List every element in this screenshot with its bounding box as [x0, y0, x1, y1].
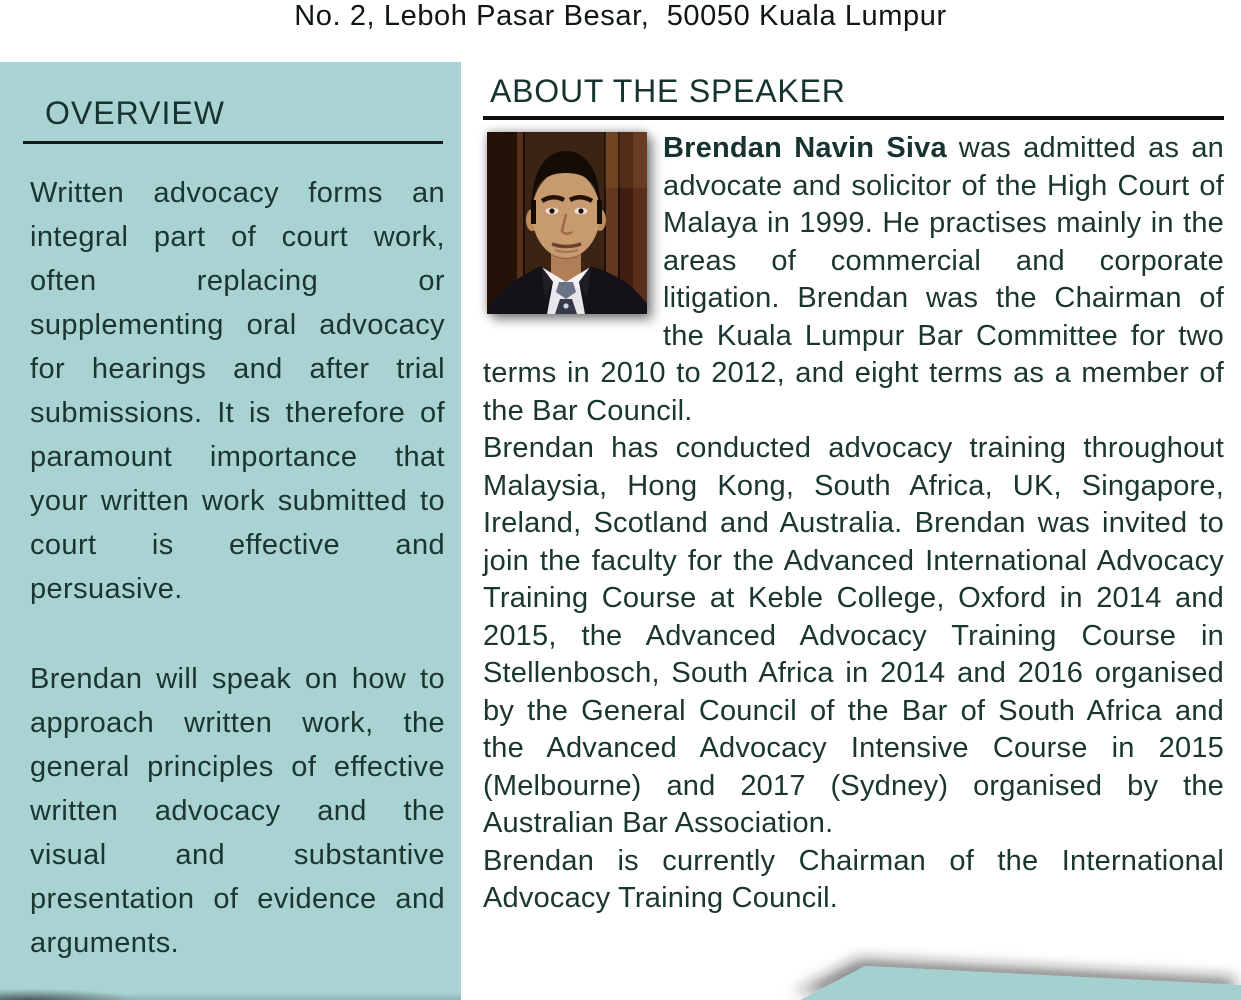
- page-curl-shadow: [0, 980, 250, 1000]
- bio-paragraph-2: Brendan has conducted advocacy training throughout Malaysia, Hong Kong, South Africa, UK, Singapore, Ireland, Scotland and Australia. Brendan was invited to join the faculty for the Advanced International Advocacy Training Course at Keble College, Oxford in 2014 and 2015, the Advanced Advocacy Training Course in Stellenbosch, South Africa in 2014 and 2016 organised by the General Council of the Bar of South Africa and the Advanced Advocacy Intensive Course in 2015 (Melbourne) and 2017 (Sydney) organised by the Australian Bar Association.: [483, 432, 1224, 839]
- overview-panel: [0, 62, 461, 1000]
- speaker-name: Brendan Navin Siva: [663, 132, 947, 164]
- speaker-portrait-illustration: [487, 132, 647, 314]
- speaker-photo: [487, 132, 647, 314]
- bio-paragraph-3: Brendan is currently Chairman of the International Advocacy Training Council.: [483, 844, 1224, 914]
- about-section: [483, 73, 1224, 918]
- speaker-bio: [483, 130, 1224, 918]
- overview-paragraph-1: Written advocacy forms an integral part of court work, often replacing or supplementing oral advocacy for hearings and after trial submissions. It is therefore of paramount importance that your written work submitted to court is effective and persuasive.: [30, 177, 445, 605]
- about-title: ABOUT THE SPEAKER: [483, 73, 1224, 120]
- overview-title: OVERVIEW: [23, 95, 443, 144]
- overview-paragraph-2: Brendan will speak on how to approach written work, the general principles of effective written advocacy and the visual and substantive presentation of evidence and arguments.: [30, 663, 445, 959]
- address-line: No. 2, Leboh Pasar Besar, 50050 Kuala Lumpur: [294, 0, 947, 32]
- bio-paragraph-1-text: was admitted as an advocate and solicitor of the High Court of Malaya in 1999. He practises mainly in the areas of commercial and corporate litigation. Brendan was the Chairman of the Kuala Lumpur Bar Committee for two terms in 2010 to 2012, and eight terms as a member of the Bar Council.: [483, 132, 1224, 427]
